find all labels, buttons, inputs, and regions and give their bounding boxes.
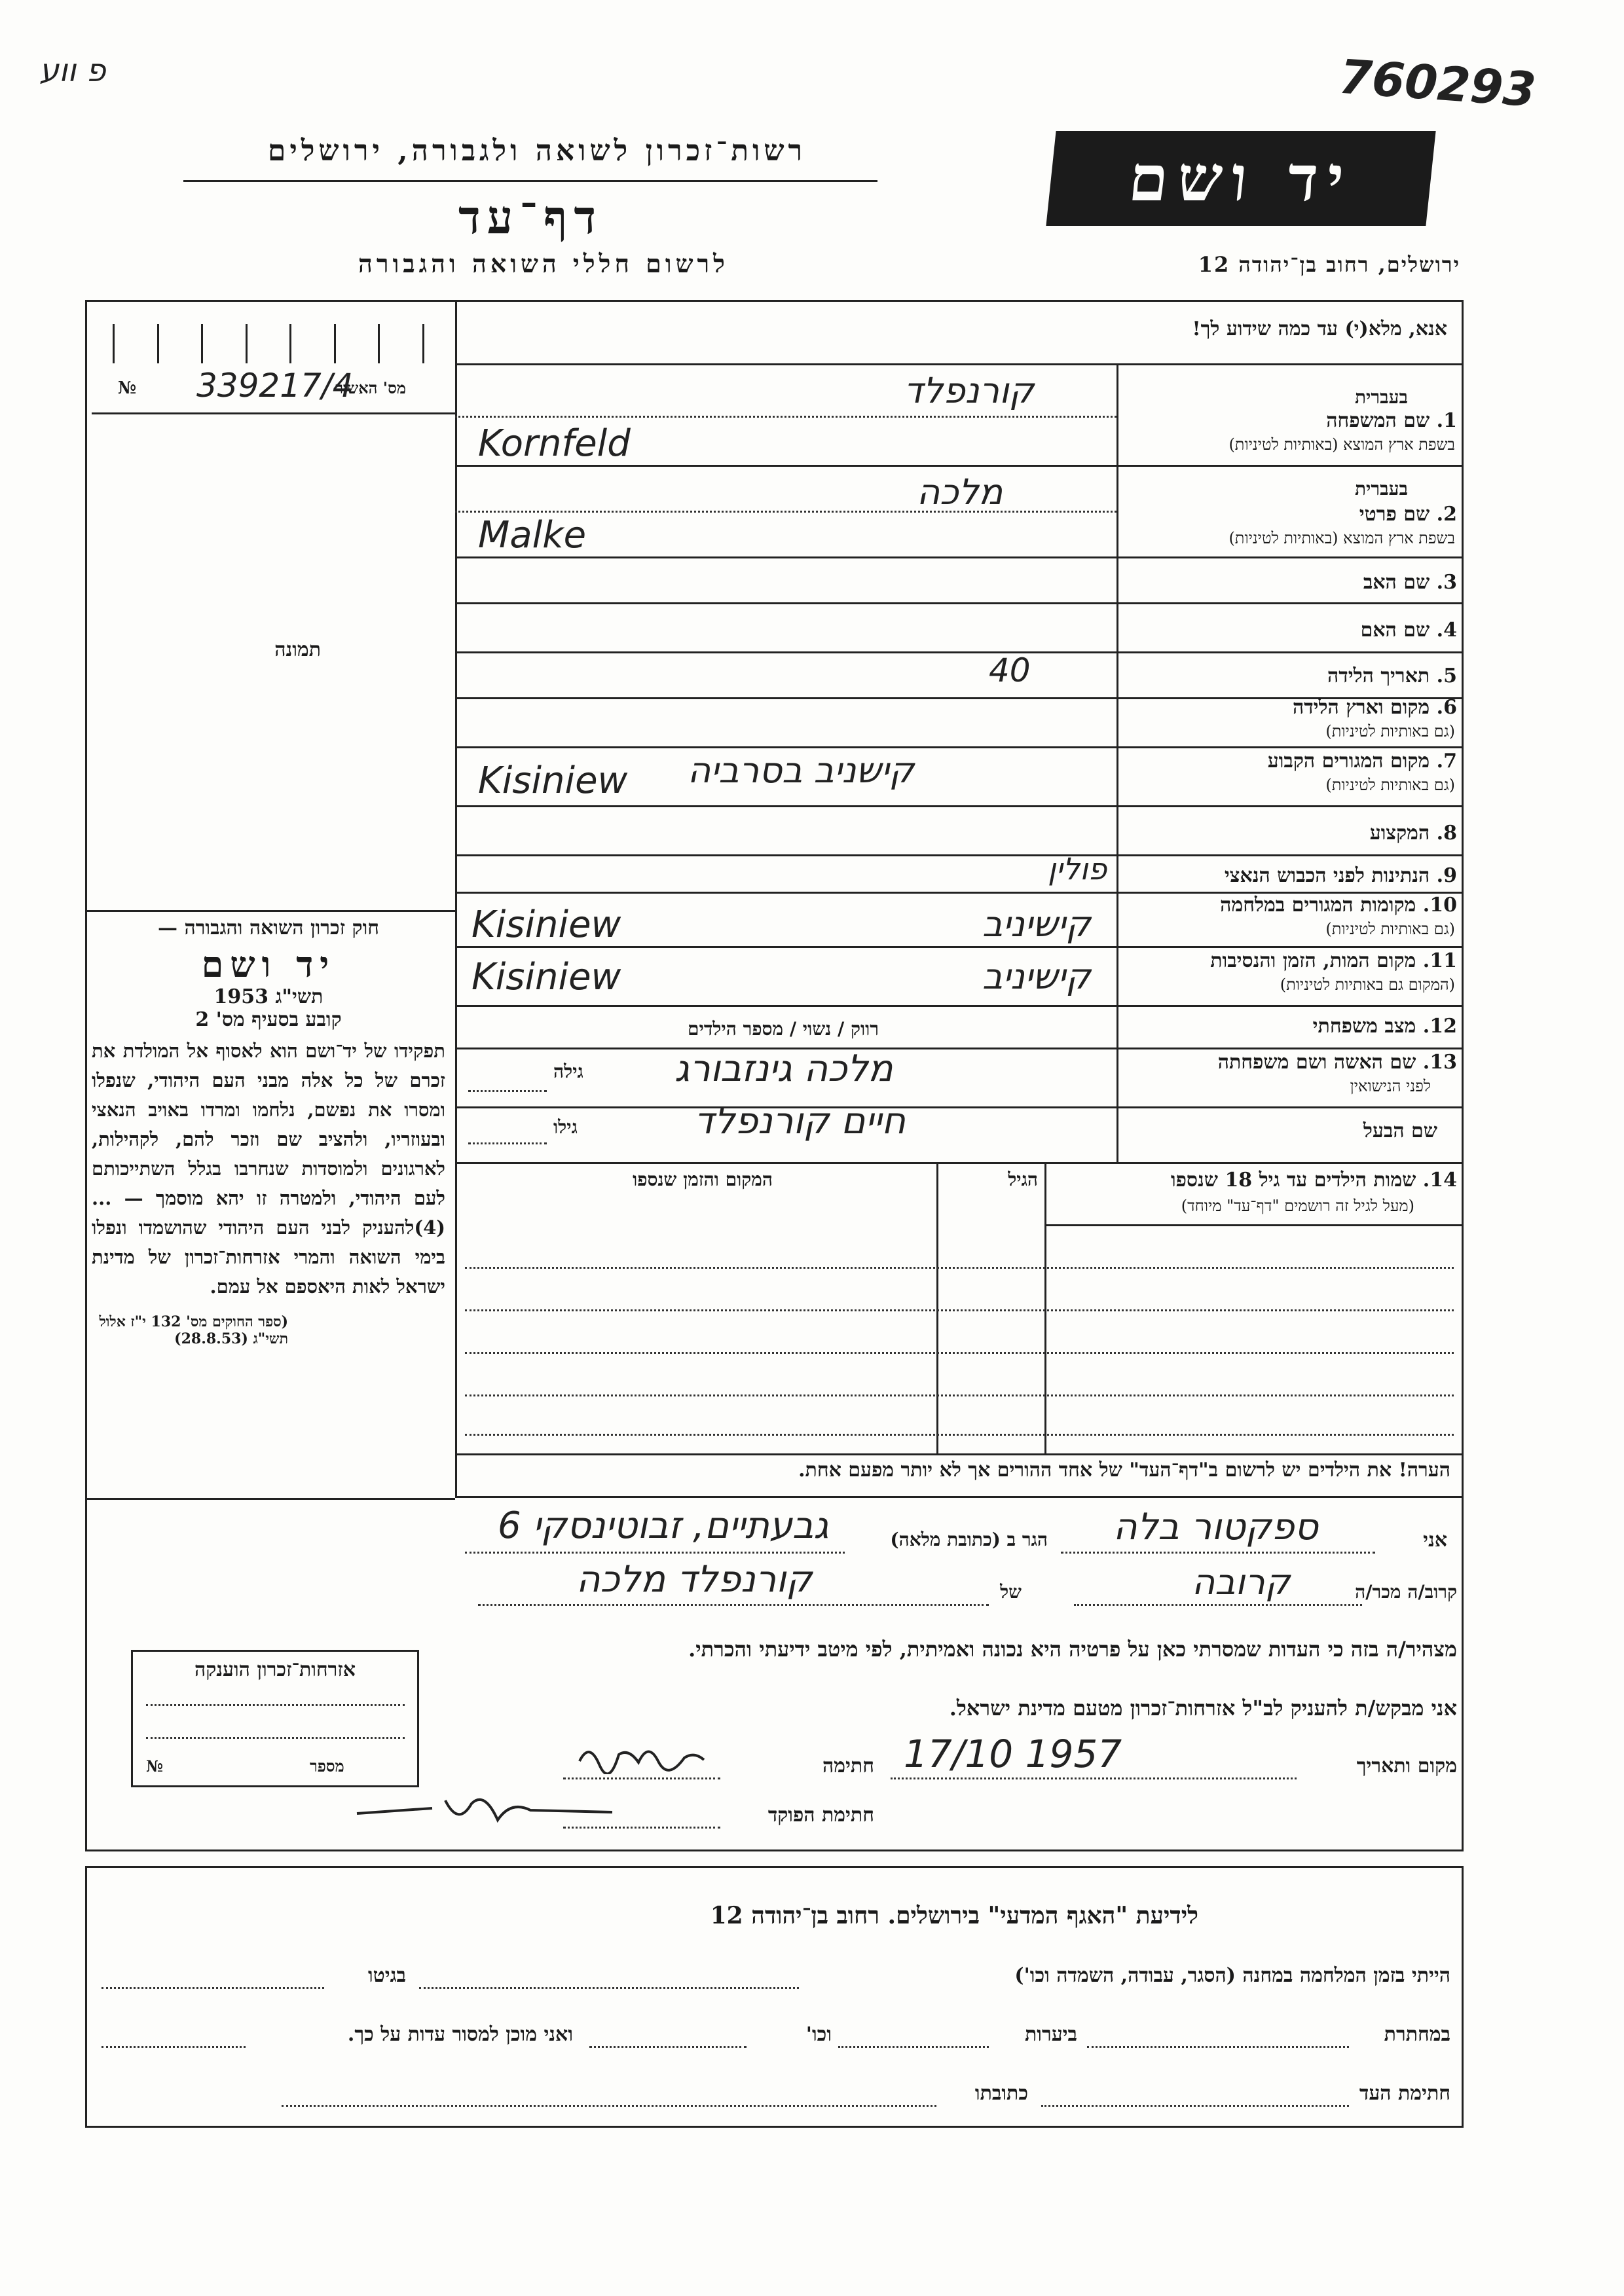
header-rule: [183, 180, 877, 182]
children-col-divider-2: [936, 1162, 938, 1453]
field-12-rule: [455, 1048, 1464, 1049]
field-7-rule: [455, 805, 1464, 807]
field-7-label: [1268, 750, 1457, 773]
header-address: ירושלים, רחוב בן־יהודה 12: [1198, 252, 1460, 277]
footer-line3-b: כתובתו: [974, 2082, 1028, 2105]
field-2-latin-value: Malke: [478, 514, 587, 556]
husband-value: חיים קורנפלד: [694, 1100, 906, 1142]
field-13-label: [1218, 1051, 1457, 1074]
declaration-name-rule: [1061, 1552, 1375, 1554]
footer-line1: הייתי בזמן המלחמה במחנה (הסגר, עבודה, השמדה וכו'): [1014, 1964, 1450, 1987]
children-place-header: המקום והזמן שנספו: [633, 1169, 773, 1190]
footer-line2-end-rule: [101, 2046, 246, 2048]
field-11-hebrew-value: קישיניב: [982, 956, 1091, 997]
field-3-rule: [455, 602, 1464, 604]
signature-scribble: [576, 1735, 707, 1774]
note-text: הערה! את הילדים יש לרשום ב"דף־העד" של אחד ההורים אך לא יותר מפעם אחת.: [798, 1459, 1450, 1482]
org-line: רשות־זכרון לשואה ולגבורה, ירושלים: [267, 134, 807, 168]
footer-line1-rule: [419, 1987, 799, 1989]
note-rule: [455, 1496, 1464, 1498]
field-9-num: 9.: [1436, 864, 1457, 887]
children-age-header: הגיל: [1008, 1169, 1038, 1190]
law-box-top-rule: [85, 910, 455, 912]
husband-label: שם הבעל: [1363, 1120, 1437, 1142]
field-10-sub: (גם באותיות לטיניות): [1325, 920, 1455, 938]
declaration-relative-value: קרובה: [1192, 1561, 1291, 1603]
footer-line2-c-rule: [589, 2046, 747, 2048]
field-10-name: מקומות המגורים במלחמה: [1220, 894, 1416, 917]
field-8-num: 8.: [1436, 822, 1457, 845]
field-5-value: 40: [989, 651, 1031, 689]
declaration-relative-label: קרוב/ה מכר/ה: [1355, 1581, 1457, 1603]
declaration-address-rule: [465, 1552, 845, 1554]
field-9-value: פולין: [1048, 851, 1107, 886]
field-7-sub: (גם באותיות לטיניות): [1325, 776, 1455, 794]
field-4-label: [1361, 619, 1457, 642]
footer-line2-a-rule: [1087, 2046, 1349, 2048]
children-num: 14.: [1422, 1169, 1457, 1192]
yad-vashem-logo: [1046, 131, 1435, 226]
field-2-num: 2.: [1436, 503, 1457, 526]
law-year-gregorian: 1953: [213, 985, 269, 1008]
footer-title: לידיעת "האגף המדעי" בירושלים. רחוב בן־יהודה 12: [710, 1902, 1198, 1929]
field-5-num: 5.: [1436, 665, 1457, 687]
children-header: [1171, 1169, 1457, 1192]
husband-age-rule: [468, 1142, 547, 1144]
footer-line1-end-rule: [101, 1987, 324, 1989]
field-2-hebrew-value: מלכה: [917, 471, 1003, 513]
law-name: יד ושם: [201, 943, 336, 985]
law-clause: קובע בסעיף מס' 2: [195, 1008, 342, 1031]
declaration-of-label: של: [1000, 1581, 1022, 1603]
children-bottom-rule: [455, 1453, 1464, 1455]
children-row-rule-5: [465, 1434, 1454, 1436]
field-2-rule: [455, 556, 1464, 558]
children-row-rule-4: [465, 1394, 1454, 1396]
field-3-num: 3.: [1436, 571, 1457, 594]
field-4-rule: [455, 651, 1464, 653]
field-7-num: 7.: [1436, 750, 1457, 773]
field-1-hebrew-value: קורנפלד: [904, 370, 1035, 411]
citizenship-title: אזרחות־זכרון הוענקה: [194, 1658, 356, 1681]
citizenship-box: [131, 1650, 419, 1787]
field-13-num: 13.: [1422, 1051, 1457, 1074]
field-12-options: רווק / נשוי / מספר הילדים: [688, 1018, 879, 1040]
field-2-sub: בשפת ארץ המוצא (באותיות לטיניות): [1228, 529, 1455, 547]
field-12-num: 12.: [1422, 1015, 1457, 1038]
field-11-label: [1210, 949, 1457, 972]
footer-line3-a: חתימת העד: [1359, 2082, 1450, 2105]
field-10-hebrew-value: קישיניב: [982, 903, 1091, 945]
field-4-name: שם האם: [1360, 619, 1430, 642]
registration-sign: №: [118, 378, 137, 398]
declaration-date-value: 17/10 1957: [904, 1732, 1122, 1776]
footer-line2-a: במחתרת: [1384, 2023, 1450, 2046]
field-11-latin-value: Kisiniew: [471, 956, 621, 998]
children-sub: (מעל לגיל זה רושמים "דף־עד" מיוחד): [1181, 1197, 1414, 1215]
form-subtitle: לרשום חללי השואה והגבורה: [358, 249, 729, 278]
declaration-ani: אני: [1423, 1529, 1447, 1552]
footer-line2-b-rule: [838, 2046, 989, 2048]
children-row-rule-2: [465, 1309, 1454, 1311]
field-10-latin-value: Kisiniew: [471, 903, 621, 946]
children-row-rule-1: [465, 1267, 1454, 1269]
field-3-name: שם האב: [1363, 571, 1430, 594]
field-2-label: [1359, 503, 1457, 526]
declaration-witness-name: ספקטור בלה: [1113, 1506, 1318, 1548]
field-6-label: [1293, 696, 1457, 719]
law-ref: (ספר החוקים מס' 132 י"ז אלול תשי"ג (28.8.53): [99, 1313, 288, 1347]
declaration-relative-rule: [1074, 1604, 1362, 1606]
field-11-sub: (המקום גם באותיות לטיניות): [1280, 975, 1455, 994]
field-8-name: המקצוע: [1369, 822, 1430, 845]
declaration-officer-rule: [563, 1827, 720, 1829]
field-13-sub: לפני הנישואין: [1350, 1077, 1431, 1095]
law-body: תפקידו של יד־ושם הוא לאסוף אל המולדת את זכרם של כל אלה מבני העם היהודי, שנפלו ומסרו את נפשם, נלחמו ומרדו באויב הנאצי ובעוזריו, ולהציב שם וזכר להם, לקהילות, לארגונים ולמוסדות שנחרבו בגלל השתייכותם לעם היהודי, ולמטרה זו יהא מוסמך — ...(4)להעניק לבני העם היהודי שהושמדו ונפלו בימי השואה והמרי אזרחות־זכרון של מדינת ישראל לאות היאספם אל עמם.: [92, 1040, 445, 1298]
husband-age-label: גילו: [553, 1116, 578, 1138]
corner-note: פ ווע: [39, 52, 106, 89]
field-12-name: מצב משפחתי: [1312, 1015, 1416, 1038]
form-intro: אנא, מלא(י) עד כמה שידוע לך!: [1192, 318, 1447, 340]
declaration-signature-rule: [563, 1777, 720, 1779]
field-1-latin-value: Kornfeld: [478, 422, 631, 465]
intro-rule: [455, 363, 1464, 365]
declaration-signature-label: חתימה: [822, 1755, 874, 1777]
declaration-statement: מצהיר/ה בזה כי העדות שמסרתי כאן על פרטיה היא נכונה ואמיתית, לפי מיטב ידיעתי והכרתי.: [688, 1637, 1457, 1662]
field-9-label: [1225, 864, 1457, 887]
field-11-name: מקום המות, הזמן והנסיבות: [1210, 949, 1416, 972]
footer-line2-end: ואני מוכן למסור עדות על כך.: [347, 2023, 573, 2046]
field-7-name: מקום המגורים הקבוע: [1267, 750, 1430, 773]
citizenship-rule-1: [146, 1704, 405, 1706]
field-2-name: שם פרטי: [1359, 503, 1430, 526]
children-row-rule-3: [465, 1352, 1454, 1354]
declaration-date-label: מקום ותאריך: [1356, 1755, 1457, 1777]
field-1-label: [1326, 409, 1457, 432]
page-number: 760293: [1337, 48, 1538, 118]
field-7-hebrew-value: קישניב בסרביה: [688, 750, 915, 791]
field-7-latin-value: Kisiniew: [478, 759, 628, 802]
field-13-name: שם האשה ושם משפחתה: [1217, 1051, 1416, 1074]
footer-line3-a-rule: [1041, 2105, 1349, 2107]
field-6-num: 6.: [1436, 696, 1457, 719]
tick-row: [92, 324, 445, 363]
photo-label: תמונה: [274, 638, 321, 661]
field-9-name: הנתינות לפני הכבוש הנאצי: [1224, 864, 1430, 887]
footer-line1-end: בגיטו: [367, 1964, 406, 1987]
declaration-address-label: הגר ב (כתובת מלאה): [890, 1529, 1048, 1550]
field-2-he-rule: [455, 511, 1116, 513]
footer-line3-b-rule: [282, 2105, 936, 2107]
declaration-address-value: גבעתיים, זבוטינסקי 6: [498, 1504, 829, 1547]
field-5-label: [1327, 665, 1457, 687]
declaration-request: אני מבקש/ת להעניק לב"ל אזרחות־זכרון מטעם מדינת ישראל.: [949, 1696, 1457, 1721]
field-4-num: 4.: [1436, 619, 1457, 642]
field-1-he-rule: [455, 416, 1116, 418]
registration-value: 339217/4: [196, 367, 354, 405]
declaration-date-rule: [891, 1777, 1297, 1779]
field-1-name: שם המשפחה: [1326, 409, 1430, 432]
field-1-rule: [455, 465, 1464, 467]
field-10-num: 10.: [1422, 894, 1457, 917]
field-13-value: מלכה גינזבורג: [674, 1048, 893, 1090]
logo-text: יד ושם: [1125, 141, 1357, 215]
footer-line2-c: וכו': [805, 2023, 832, 2046]
label-column-divider: [1116, 363, 1118, 1162]
field-10-label: [1220, 894, 1457, 917]
law-year: [92, 985, 445, 1008]
registration-rule: [92, 412, 455, 414]
field-8-rule: [455, 854, 1464, 856]
field-1-sub: בשפת ארץ המוצא (באותיות לטיניות): [1228, 435, 1455, 454]
field-1-lang: בעברית: [1354, 386, 1408, 408]
field-11-num: 11.: [1422, 949, 1457, 972]
field-10-rule: [455, 946, 1464, 948]
footer-line2-b: ביערות: [1024, 2023, 1077, 2046]
registration-label: מס' האשור: [335, 378, 406, 397]
field-6-rule: [455, 746, 1464, 748]
field-5-name: תאריך הלידה: [1327, 665, 1430, 687]
husband-rule: [455, 1162, 1464, 1164]
citizenship-number-label: מספר: [310, 1757, 344, 1776]
field-13-age-label: גילה: [553, 1061, 583, 1082]
field-6-sub: (גם באותיות לטיניות): [1325, 722, 1455, 740]
form-title: דף־עד: [458, 190, 602, 244]
citizenship-rule-2: [146, 1737, 405, 1739]
declaration-signature: [576, 1735, 707, 1774]
children-names-header: שמות הילדים עד גיל 18 שנספו: [1170, 1169, 1416, 1192]
left-column-divider: [455, 300, 457, 1498]
citizenship-number-sign: №: [146, 1757, 164, 1776]
field-11-rule: [455, 1005, 1464, 1007]
field-1-num: 1.: [1436, 409, 1457, 432]
field-6-name: מקום וארץ הלידה: [1292, 696, 1430, 719]
law-year-hebrew: תשי"ג: [275, 985, 323, 1008]
declaration-officer-label: חתימת הפוקד: [767, 1804, 874, 1827]
law-box: [92, 913, 445, 1503]
declaration-of-rule: [478, 1604, 989, 1606]
field-13-rule: [455, 1106, 1464, 1108]
field-8-label: [1370, 822, 1457, 845]
children-col-divider-1: [1044, 1162, 1046, 1453]
field-13-age-rule: [468, 1090, 547, 1092]
declaration-of-value: קורנפלד מלכה: [576, 1558, 813, 1601]
law-title: חוק זכרון השואה והגבורה —: [158, 917, 379, 939]
field-12-label: [1313, 1015, 1457, 1038]
field-2-lang: בעברית: [1354, 478, 1408, 500]
children-header-rule: [1044, 1224, 1464, 1226]
law-box-bottom-rule: [85, 1498, 455, 1500]
field-3-label: [1363, 571, 1457, 594]
